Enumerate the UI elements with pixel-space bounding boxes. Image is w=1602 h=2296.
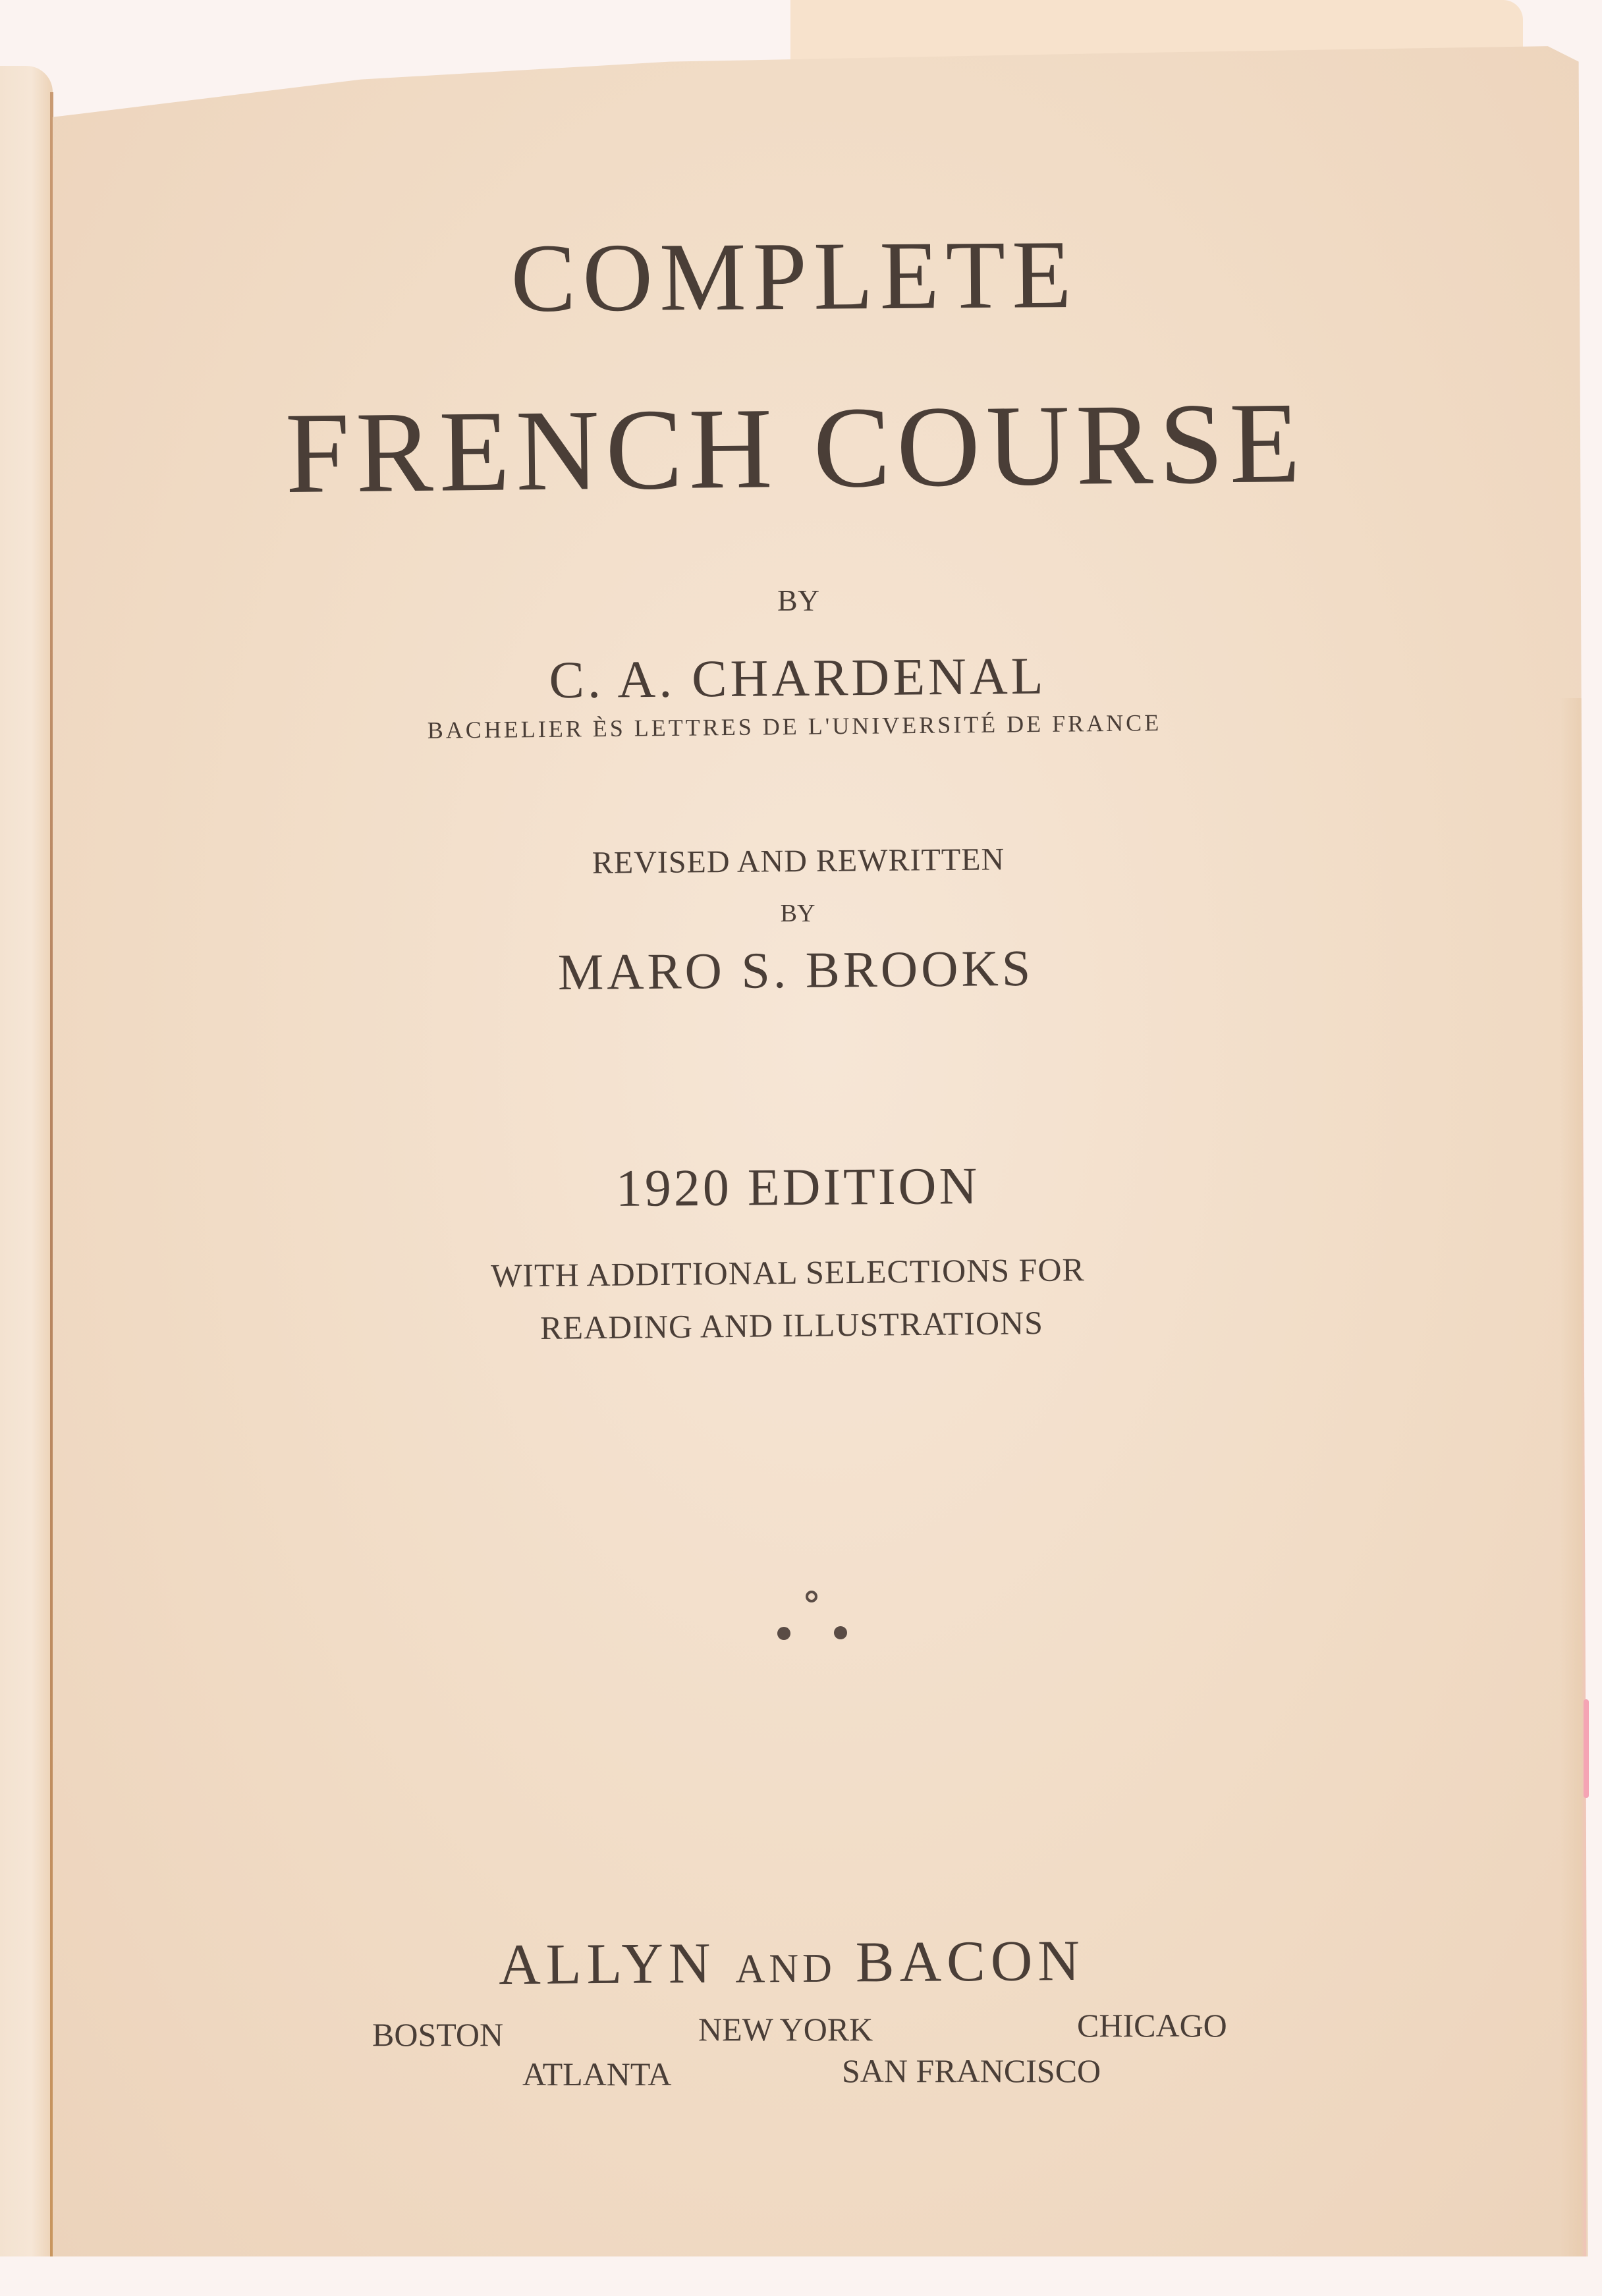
author-name: C. A. CHARDENAL	[549, 647, 1047, 710]
edition-note-line-1: WITH ADDITIONAL SELECTIONS FOR	[490, 1251, 1086, 1294]
title-line-1: COMPLETE	[510, 220, 1079, 333]
edition-label: 1920 EDITION	[615, 1157, 980, 1218]
reviser-name: MARO S. BROOKS	[557, 939, 1034, 1001]
author-credential: BACHELIER ÈS LETTRES DE L'UNIVERSITÉ DE FRANCE	[427, 709, 1162, 744]
publisher-name-part-3: BACON	[855, 1928, 1086, 1995]
city-chicago: CHICAGO	[1077, 2007, 1227, 2044]
pink-bookmark-mark	[1584, 1699, 1589, 1798]
title-line-2: FRENCH COURSE	[285, 378, 1307, 518]
edition-note-line-2: READING AND ILLUSTRATIONS	[539, 1304, 1044, 1346]
city-boston: BOSTON	[372, 2016, 504, 2053]
ornament-dot-icon	[777, 1627, 790, 1640]
publisher-name	[0, 1925, 1593, 2002]
by-label: BY	[777, 584, 819, 617]
city-new-york: NEW YORK	[698, 2011, 873, 2048]
publisher-name-part-1: ALLYN	[498, 1931, 716, 1998]
ornament-dot-icon	[806, 1591, 817, 1602]
revision-note: REVISED AND REWRITTEN	[592, 842, 1005, 881]
publisher-name-part-2: AND	[735, 1946, 837, 1992]
ornament-dot-icon	[834, 1626, 847, 1639]
three-dot-ornament-icon	[764, 1591, 850, 1650]
title-page	[53, 40, 1594, 2256]
by-label-2: BY	[780, 900, 815, 927]
city-san-francisco: SAN FRANCISCO	[842, 2052, 1101, 2089]
city-atlanta: ATLANTA	[522, 2056, 672, 2092]
